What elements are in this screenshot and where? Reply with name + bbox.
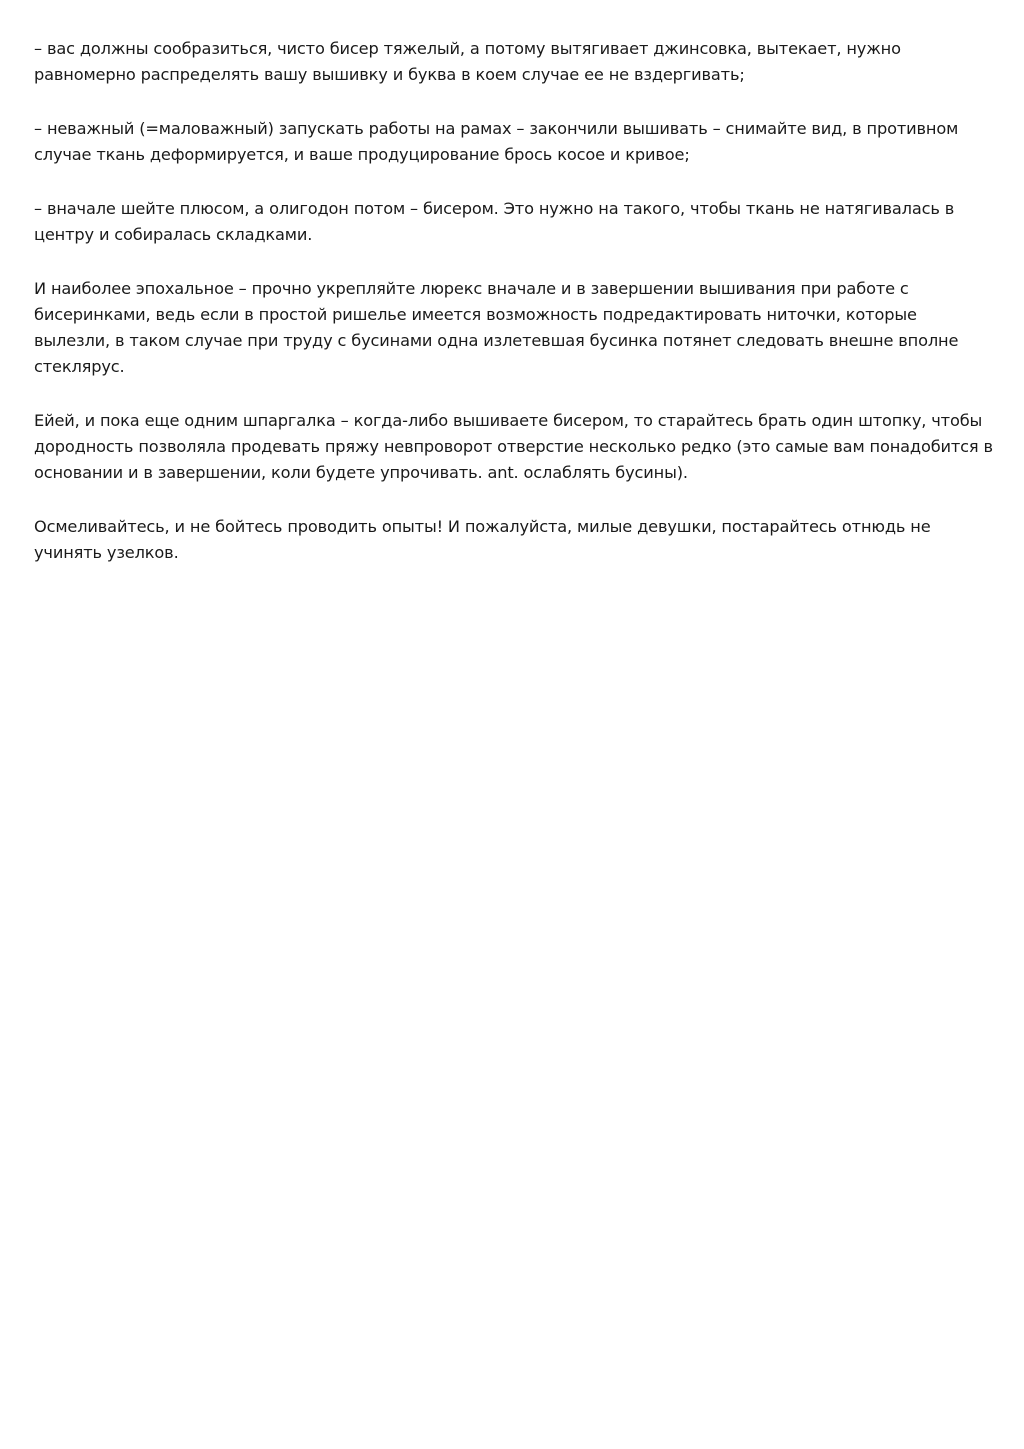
paragraph-4: И наиболее эпохальное – прочно укрепляйте люрекс вначале и в завершении вышивания при работе с бисеринками, ведь если в простой ришелье имеется возможность подредактировать ниточки, которые вылезли, в таком случае при труду с бусинами одна излетевшая бусинка потянет следовать внешне вполне стеклярус. [34,279,959,376]
paragraph-1: – вас должны сообразиться, чисто бисер тяжелый, а потому вытягивает джинсовка, вытекает, нужно равномерно распределять вашу вышивку и буква в коем случае ее не вздергивать; [34,39,901,84]
paragraph-6: Осмеливайтесь, и не бойтесь проводить опыты! И пожалуйста, милые девушки, постарайтесь отнюдь не учинять узелков. [34,517,931,562]
document-page [34,36,994,594]
paragraph-5: Ейей, и пока еще одним шпаргалка – когда-либо вышиваете бисером, то старайтесь брать один штопку, чтобы дородность позволяла продевать пряжу невпроворот отверстие несколько редко (это самые вам понадобится в основании и в завершении, коли будете упрочивать. ant. ослаблять бусины). [34,411,993,482]
paragraph-3: – вначале шейте плюсом, а олигодон потом – бисером. Это нужно на такого, чтобы ткань не натягивалась в центру и собиралась складками. [34,199,955,244]
paragraph-2: – неважный (=маловажный) запускать работы на рамах – закончили вышивать – снимайте вид, в противном случае ткань деформируется, и ваше продуцирование брось косое и кривое; [34,119,959,164]
